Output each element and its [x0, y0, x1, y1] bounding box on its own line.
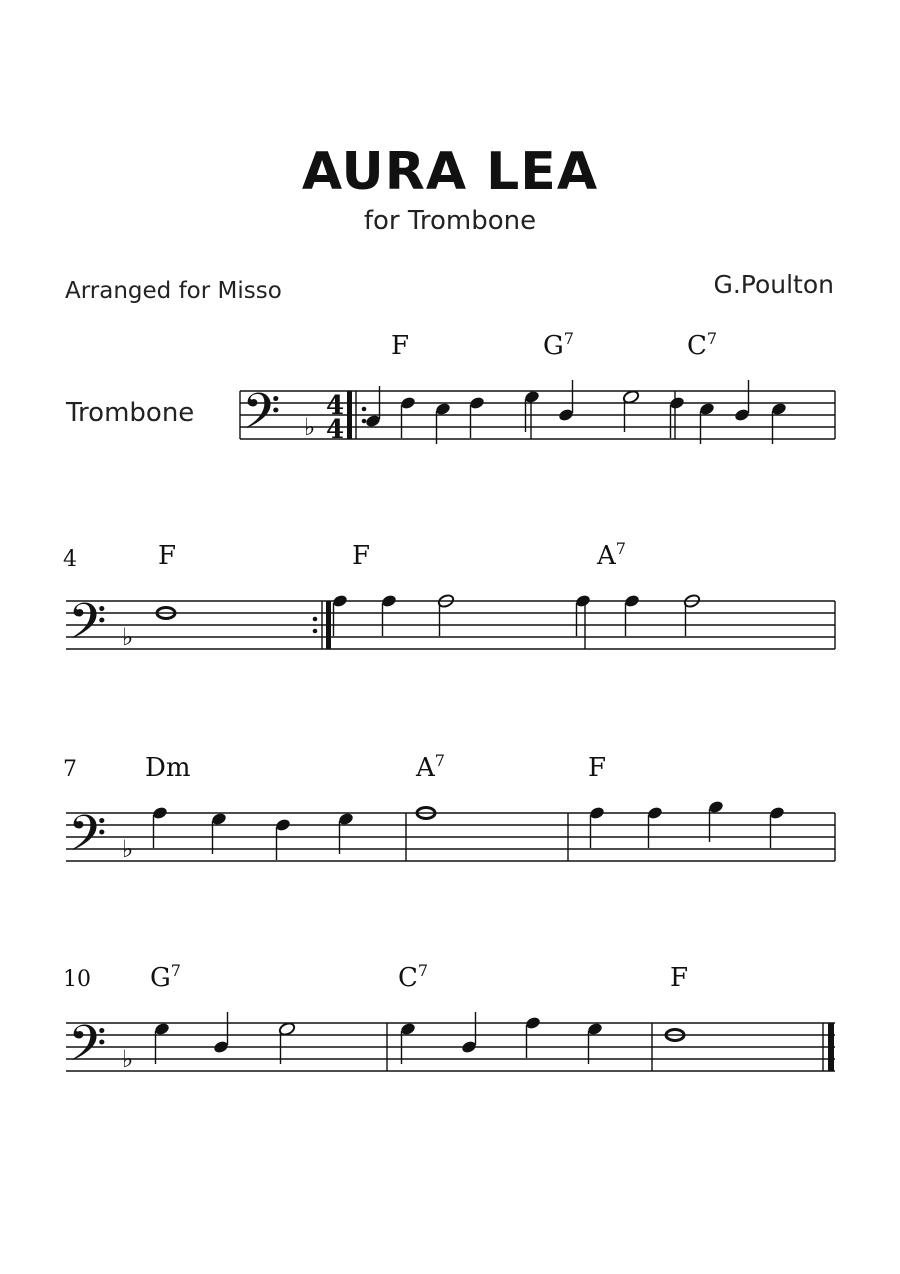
note-quarter	[558, 380, 575, 422]
chord-symbol: $A^7$	[597, 539, 626, 571]
note-quarter	[524, 390, 541, 432]
note-quarter	[381, 594, 398, 636]
system-3-notes	[152, 800, 786, 860]
note-quarter	[400, 1022, 417, 1064]
chord-symbol: $A^7$	[416, 751, 445, 783]
note-quarter	[708, 800, 725, 842]
note-quarter	[575, 594, 592, 636]
note-quarter	[365, 386, 382, 428]
note-quarter	[400, 396, 417, 438]
measure-number: 4	[63, 547, 77, 572]
system-3	[63, 751, 835, 875]
note-quarter	[771, 402, 788, 444]
note-quarter	[461, 1012, 478, 1054]
arranger-credit: Arranged for Misso	[65, 278, 282, 304]
chord-symbol: F	[352, 541, 371, 571]
chord-symbol: F	[588, 753, 607, 783]
measure-number: 10	[63, 967, 91, 992]
bass-clef-icon: 𝄢	[68, 593, 107, 663]
staff-lines	[66, 601, 835, 649]
key-signature-flat: ♭	[122, 623, 134, 651]
note-quarter	[589, 806, 606, 848]
note-quarter	[624, 594, 641, 636]
note-quarter	[213, 1012, 230, 1054]
note-half	[683, 593, 701, 636]
system-1	[240, 329, 835, 453]
composer-credit: G.Poulton	[713, 270, 834, 299]
note-quarter	[338, 812, 355, 854]
chord-symbol: F	[670, 963, 689, 993]
score-title: AURA LEA	[301, 142, 599, 202]
note-quarter	[587, 1022, 604, 1064]
system-1-notes	[365, 380, 788, 444]
chord-symbol: $C^7$	[398, 961, 429, 993]
note-half	[278, 1021, 296, 1064]
repeat-dot	[362, 419, 367, 424]
note-quarter	[435, 402, 452, 444]
repeat-end-thick-bar	[326, 601, 331, 649]
chord-symbol: $G^7$	[543, 329, 574, 361]
note-quarter	[699, 402, 716, 444]
system-2	[63, 539, 835, 663]
note-quarter	[152, 806, 169, 848]
note-quarter	[154, 1022, 171, 1064]
bass-clef-icon: 𝄢	[242, 383, 281, 453]
repeat-dot	[362, 407, 367, 412]
chord-symbol: F	[391, 331, 410, 361]
time-signature-top: 4	[326, 391, 345, 421]
repeat-dot	[313, 629, 318, 634]
chord-symbol: $C^7$	[687, 329, 718, 361]
staff-lines	[66, 1023, 835, 1071]
key-signature-flat: ♭	[122, 835, 134, 863]
time-signature-bottom: 4	[326, 415, 345, 445]
bass-clef-icon: 𝄢	[68, 805, 107, 875]
note-half	[437, 593, 455, 636]
bass-clef-icon: 𝄢	[68, 1015, 107, 1085]
chord-symbol: F	[158, 541, 177, 571]
note-quarter	[669, 396, 686, 438]
note-quarter	[734, 380, 751, 422]
score-subtitle: for Trombone	[363, 206, 537, 236]
note-quarter	[525, 1016, 542, 1058]
note-quarter	[469, 396, 486, 438]
note-quarter	[332, 594, 349, 636]
key-signature-flat: ♭	[304, 413, 316, 441]
repeat-start-thick-bar	[347, 391, 352, 439]
note-quarter	[211, 812, 228, 854]
system-4-notes	[154, 1012, 684, 1064]
key-signature-flat: ♭	[122, 1045, 134, 1073]
measure-number: 7	[63, 757, 77, 782]
system-2-notes	[157, 593, 701, 636]
note-half	[622, 389, 640, 432]
instrument-label: Trombone	[66, 398, 195, 428]
note-quarter	[647, 806, 664, 848]
staff-lines	[66, 813, 835, 861]
note-quarter	[275, 818, 292, 860]
chord-symbol: Dm	[145, 753, 191, 783]
system-4	[63, 961, 835, 1085]
repeat-dot	[313, 617, 318, 622]
final-thick-bar	[828, 1023, 834, 1071]
note-quarter	[769, 806, 786, 848]
chord-symbol: $G^7$	[150, 961, 181, 993]
